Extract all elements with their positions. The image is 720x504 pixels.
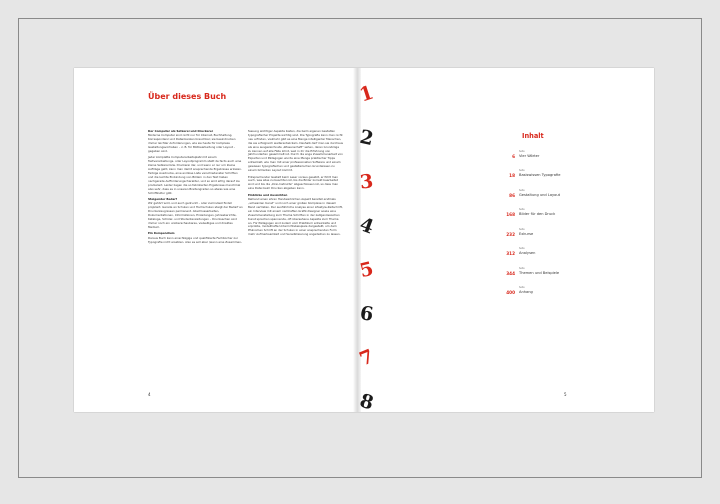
body-paragraph: fassung wichtiger Aspekte bieten, die beim eigenen Gestalten typografischer Projekte wichtig sind. Die Typografie kann man nicht neu erfinden, vielmehr gibt es eine Menge intelligenter Menschen, die sie erfolgreich weiterentwickeln. Deshalb darf man sie durchaus als eine ausgezeichnete „Wissenschaft“ sehen, deren Grundzüge zu kennen auf alle Fälle lohnt, weil in ihr die Erfahrung von Jahrhunderten gesammelt ist. Durch die enge Zusammenarbeit von Experten und Pädagogen wurde eine Menge praktischer Tipps entwickelt, wie man mit einer professionellen Software und einem gewissen typografischen und gestalterischen Grundwissen zu einem brillanten Layout kommt. (248, 129, 343, 173)
toc-item-label: Seite (519, 267, 525, 270)
section-heading: Einblicke und Aussichten (248, 192, 288, 197)
toc-page-number: 344 (506, 271, 515, 276)
toc-item-label: Seite (519, 286, 525, 289)
toc-item-title: Exkurse (519, 232, 534, 236)
gutter-number-2: 2 (357, 125, 376, 151)
section-heading: Der Computer als Setzerei und Druckerei (148, 129, 213, 133)
section-heading: Ein Kompendium (148, 231, 175, 236)
right-text-column (248, 130, 343, 240)
toc-item[interactable] (489, 208, 599, 222)
gutter-number-5: 5 (357, 257, 376, 283)
toc-page-number: 168 (506, 212, 515, 217)
gutter-number-8: 8 (357, 389, 377, 415)
gutter-number-7: 7 (356, 345, 377, 371)
toc-item[interactable] (489, 189, 599, 203)
toc-page-number: 18 (509, 173, 515, 178)
toc-item[interactable] (489, 150, 599, 164)
gutter-number-6: 6 (358, 302, 375, 326)
toc-page-number: 312 (506, 251, 515, 256)
toc-page-number: 6 (512, 154, 515, 159)
toc-item[interactable] (489, 286, 599, 300)
toc-item[interactable] (489, 228, 599, 242)
book-spread (74, 68, 654, 415)
toc-item-label: Seite (519, 150, 525, 153)
body-paragraph: Daraus Buch kann einschlägige und qualifizierte Fachbücher zur Typografie nicht ersetzen. Also es soll aber (wenn eine Zusammen- (148, 235, 243, 244)
toc-item-label: Seite (519, 228, 525, 231)
toc-item-label: Seite (519, 169, 525, 172)
toc-title: Inhalt (522, 132, 544, 140)
gutter-number-3: 3 (358, 170, 375, 194)
body-paragraph: Jeder komplette Computerarbeitsplatz mit einem Textverarbeitungs- oder Layoutprogramm stellt de facto auch eine kleine Setzerei bzw. Druckerei dar, und wenn er nur um kleine Aufträge geht, kann man damit ansprechende Ergebnisse erzielen. Farbige Ausdrucke, eine endlose Liste verschiedenster Schriften und die leichte Einbindung von Bildern in den Text haben nachgerade Aufforderungscharakter, und so wird eifrig darauf los produziert. Leider liegen die so fabrizierten Ergebnisse manchmal also sehr, dass es in unseren Breitengraden so etwas wie eine Schriftkultur gibt. (148, 155, 242, 195)
body-paragraph: Moderne Computer sind nicht nur für Internet, Buchhaltung, Korrespondenz und Datenbanken brauchbar; sie beeindrucken immer leichter Anforderungen, wie sie heute für komplexe Gestaltungsvorhaben – z. B. für Bildbearbeitung oder Layout – gegeben sind. (148, 133, 236, 153)
right-page-number: 5 (564, 392, 567, 397)
toc-page-number: 400 (506, 290, 515, 295)
left-page-number: 4 (148, 392, 151, 397)
gutter-number-1: 1 (356, 81, 377, 107)
body-paragraph: Wir gehört wird, und auch gedruckt – oder zumindest findet projiziert. Gerade an Schulen und Hochschulen steigt der Bedarf an Druckerzeugnissen permanent. Abschlussarbeiten, Dokumentationen, Informationen, Einladungen, Jahresberichte, Kataloge, Schüler- und Studentenzeitungen – Drucksachen sind immer noch ein unüberschaubares, vielseitiges und direktes Medium. (148, 201, 243, 229)
toc-page-number: 232 (506, 232, 515, 237)
toc-item[interactable] (489, 169, 599, 183)
toc-item-title: Vier Wörter (519, 154, 540, 158)
toc-item-title: Basiswissen Typografie (519, 173, 561, 177)
left-page-title: Über dieses Buch (148, 92, 227, 101)
toc-item-label: Seite (519, 208, 525, 211)
section-heading: Steigender Bedarf (148, 197, 177, 202)
toc-item[interactable] (489, 247, 599, 261)
gutter-number-4: 4 (356, 213, 377, 239)
body-paragraph: Reihend einen ehren Handwerklichen Aspekt bereitet erstmals „schwarzen Kunst“ und noch einer großen Komplexe in diesem Band vertreten. Der ausführliche Analyse einer Lifestyle-Zeitschrift, ein Interview mit einem namhaften Grafik-Designer sowie eine Zusammenstellung zum Thema Schriften in der zeitgenössischen Kunst sprechen spannende, oft übersehene Aspekte zum Thema an. Für Pädagogen sind zudem vom Praktikum entwickelte und erprobte, modellhafte Unterrichtsbeispiele dargestellt, um dem Phänomen Schrift an der Schulen in einer ansprechenden Form mehr Aufmerksamkeit und Sensibilisierung angedeihen zu lassen. (248, 197, 343, 237)
toc-item-title: Analysen (519, 251, 536, 255)
left-text-column (148, 130, 243, 247)
toc-page-number: 86 (509, 193, 515, 198)
toc-item[interactable] (489, 267, 599, 281)
body-paragraph: Entsprechender Gestalt beim Leser voraus gesetzt, er fühlt man auch, was alles zu beachten ist, bis die Bilder korrekt bearbeitet sind und bis die „Drei-Instrukte“ abgeschlossen ist, so dass man eine Datei beim Drucken abgeben kann. (248, 174, 339, 191)
toc-item-title: Bilder für den Druck (519, 212, 556, 216)
gutter-number-strip (356, 78, 384, 415)
toc-item-label: Seite (519, 189, 525, 192)
toc-item-title: Anhang (519, 290, 533, 294)
toc-item-title: Themen und Beispiele (519, 271, 560, 275)
toc-item-title: Gestaltung und Layout (519, 193, 561, 197)
toc-item-label: Seite (519, 247, 525, 250)
